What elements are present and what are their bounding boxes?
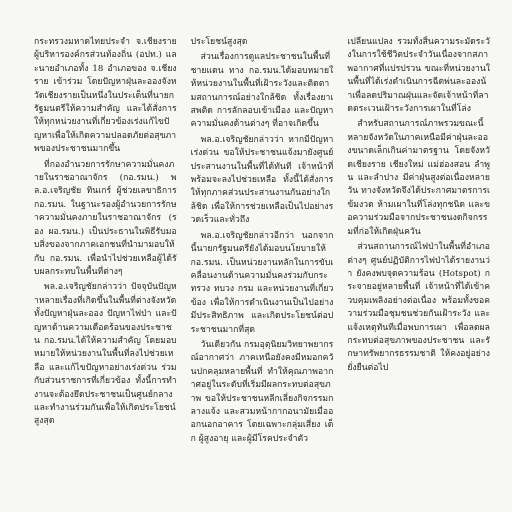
article-columns xyxy=(34,36,490,512)
column-middle xyxy=(191,36,334,512)
paragraph: พล.อ.เจริญชัยกล่าวว่า หากมีปัญหาเร่งด่วน ขอให้ประชาชนแจ้งมายังศูนย์ประสานงานในพื้นที่ได้ทันที เจ้าหน้าที่พร้อมจะลงไปช่วยเหลือ ทั้งนี้ได้สั่งการให้ทุกภาคส่วนประสานงานกันอย่างใกล้ชิด เพื่อให้การช่วยเหลือเป็นไปอย่างรวดเร็วและทั่วถึง xyxy=(190,134,334,226)
paragraph: ที่กองอำนวยการรักษาความมั่นคงภายในราชอาณาจักร (กอ.รมน.) พล.อ.เจริญชัย ทินเกร์ ผู้ช่วยเลขาธิการ กอ.รมน. ในฐานะรองผู้อำนวยการรักษาความมั่นคงภายในราชอาณาจักร (รอง ผอ.รมน.) เป็นประธานในพิธีรับมอบสิ่งของจากภาคเอกชนที่นำมามอบให้กับ กอ.รมน. เพื่อนำไปช่วยเหลือผู้ได้รับผลกระทบในพื้นที่ต่างๆ xyxy=(34,159,177,277)
paragraph: พล.อ.เจริญชัยกล่าวอีกว่า นอกจากนี้นายกรัฐมนตรียังได้มอบนโยบายให้ กอ.รมน. เป็นหน่วยงานหลักในการขับเคลื่อนงานด้านความมั่นคงร่วมกับกระทรวง ทบวง กรม และหน่วยงานที่เกี่ยวข้อง เพื่อให้การดำเนินงานเป็นไปอย่างมีประสิทธิภาพ และเกิดประโยชน์ต่อประชาชนมากที่สุด xyxy=(190,230,334,335)
paragraph: กระทรวงมหาดไทยประจำ จ.เชียงราย ผู้บริหารองค์กรส่วนท้องถิ่น (อปท.) และนายอำเภอทั้ง 18 อำเภอของ จ.เชียงราย เข้าร่วม โดยปัญหาฝุ่นละอองจังหวัดเชียงรายเป็นหนึ่งในประเด็นที่นายกรัฐมนตรีให้ความสำคัญ และได้สั่งการให้ทุกหน่วยงานที่เกี่ยวข้องเร่งแก้ไขปัญหาเพื่อให้เกิดความปลอดภัยต่อสุขภาพของประชาชนมากขึ้น xyxy=(34,37,177,155)
paragraph: พล.อ.เจริญชัยกล่าวว่า ปัจจุบันปัญหาหลายเรื่องที่เกิดขึ้นในพื้นที่ต่างจังหวัด ทั้งปัญหาฝุ่นละออง ปัญหาไฟป่า และปัญหาด้านความเดือดร้อนของประชาชน กอ.รมน.ได้ให้ความสำคัญ โดยมอบหมายให้หน่วยงานในพื้นที่ลงไปช่วยเหลือ และแก้ไขปัญหาอย่างเร่งด่วน ร่วมกับส่วนราชการที่เกี่ยวข้อง ทั้งนี้การทำงานจะต้องยึดประชาชนเป็นศูนย์กลาง และทำงานร่วมกันเพื่อให้เกิดประโยชน์สูงสุด xyxy=(34,282,177,427)
paragraph: สำหรับสถานการณ์ภาพรวมขณะนี้ หลายจังหวัดในภาคเหนือมีค่าฝุ่นละอองขนาดเล็กเกินค่ามาตรฐาน โดยจังหวัดเชียงราย เชียงใหม่ แม่ฮ่องสอน ลำพูน และลำปาง มีค่าฝุ่นสูงต่อเนื่องหลายวัน ทางจังหวัดจึงได้ประกาศมาตรการเข้มงวด ห้ามเผาในที่โล่งทุกชนิด และขอความร่วมมือจากประชาชนงดกิจกรรมที่ก่อให้เกิดฝุ่นควัน xyxy=(347,119,490,237)
column-left xyxy=(34,36,177,512)
paragraph: เปลี่ยนแปลง รวมทั้งสิ้นความระมัดระวังในการใช้ชีวิตประจำวันเนื่องจากสภาพอากาศที่แปรปรวน ขณะที่หน่วยงานในพื้นที่ได้เร่งดำเนินการฉีดพ่นละอองน้ำเพื่อลดปริมาณฝุ่นและจัดเจ้าหน้าที่ลาดตระเวนเฝ้าระวังการเผาในที่โล่ง xyxy=(347,37,490,115)
column-right xyxy=(347,36,490,512)
paragraph: ส่วนสถานการณ์ไฟป่าในพื้นที่อำเภอต่างๆ ศูนย์ปฏิบัติการไฟป่าได้รายงานว่า ยังคงพบจุดความร้อน (Hotspot) กระจายอยู่หลายพื้นที่ เจ้าหน้าที่ได้เข้าควบคุมเพลิงอย่างต่อเนื่อง พร้อมทั้งขอความร่วมมือชุมชนช่วยกันเฝ้าระวัง และแจ้งเหตุทันทีเมื่อพบการเผา เพื่อลดผลกระทบต่อสุขภาพของประชาชน และรักษาทรัพยากรธรรมชาติ ให้คงอยู่อย่างยั่งยืนต่อไป xyxy=(347,242,490,373)
paragraph: ส่วนเรื่องการดูแลประชาชนในพื้นที่ชายแดน ทาง กอ.รมน.ได้มอบหมายให้หน่วยงานในพื้นที่เฝ้าระวังและติดตามสถานการณ์อย่างใกล้ชิด ทั้งเรื่องยาเสพติด การลักลอบเข้าเมือง และปัญหาความมั่นคงด้านต่างๆ ที่อาจเกิดขึ้น xyxy=(190,52,334,130)
paragraph: วันเดียวกัน กรมอุตุนิยมวิทยาพยากรณ์อากาศว่า ภาคเหนือยังคงมีหมอกควันปกคลุมหลายพื้นที่ ทำให้คุณภาพอากาศอยู่ในระดับที่เริ่มมีผลกระทบต่อสุขภาพ ขอให้ประชาชนหลีกเลี่ยงกิจกรรมกลางแจ้ง และสวมหน้ากากอนามัยเมื่อออกนอกอาคาร โดยเฉพาะกลุ่มเสี่ยง เด็ก ผู้สูงอายุ และผู้มีโรคประจำตัว xyxy=(190,339,334,444)
paragraph: ประโยชน์สูงสุด xyxy=(190,37,248,47)
